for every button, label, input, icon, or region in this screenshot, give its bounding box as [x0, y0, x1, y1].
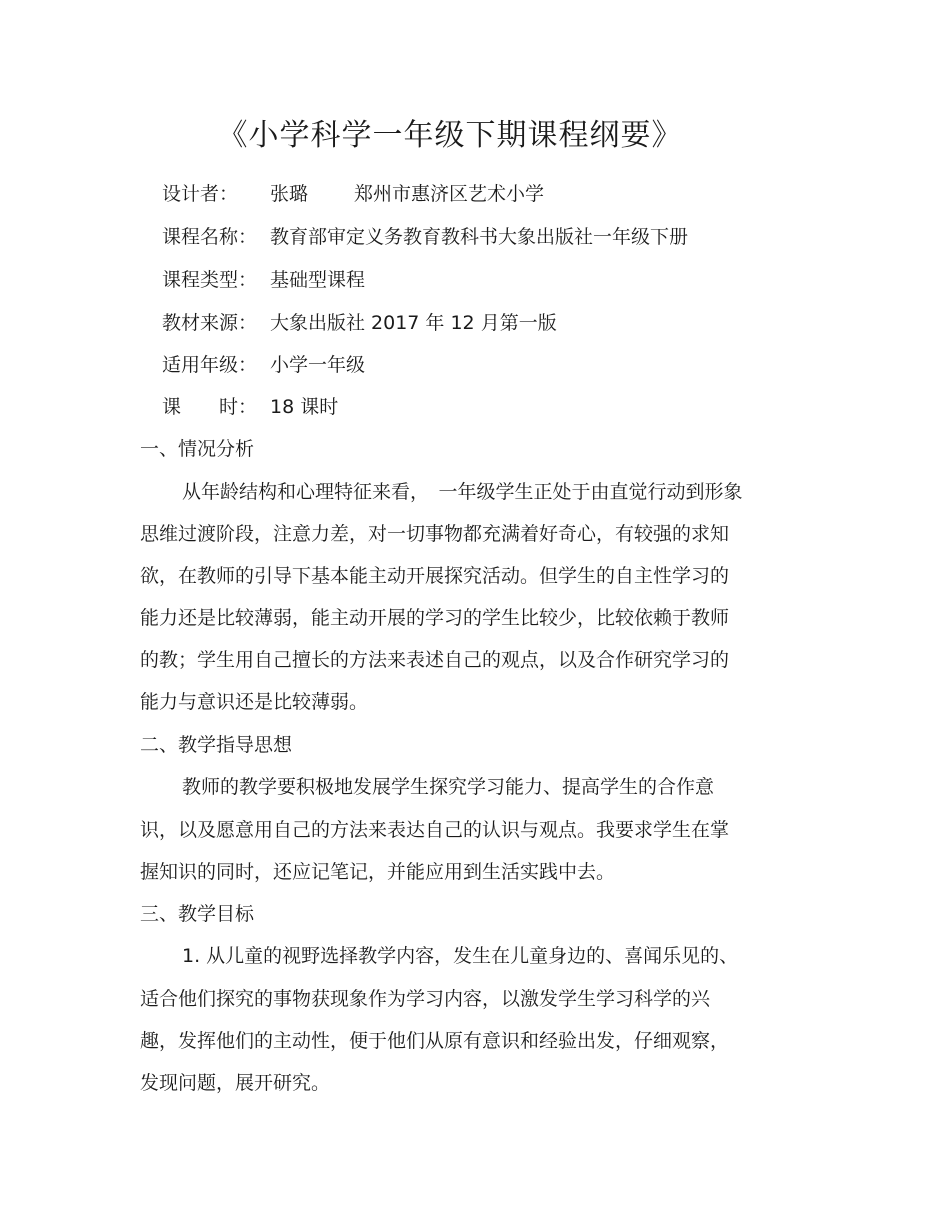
paragraph-line: 思维过渡阶段，注意力差，对一切事物都充满着好奇心，有较强的求知 — [140, 523, 730, 545]
meta-course-name: 教育部审定义务教育教科书大象出版社一年级下册 — [270, 226, 689, 248]
meta-hours-row — [162, 394, 338, 420]
meta-course-name-row — [162, 224, 688, 250]
meta-textbook-row — [162, 310, 557, 336]
meta-course-type: 基础型课程 — [270, 269, 366, 291]
meta-course-type-label: 课程类型： — [162, 269, 258, 291]
meta-grade-row — [162, 352, 365, 378]
meta-designer-row — [162, 181, 544, 207]
paragraph-line: 握知识的同时，还应记笔记，并能应用到生活实践中去。 — [140, 861, 616, 883]
paragraph-line: 能力与意识还是比较薄弱。 — [140, 691, 369, 713]
meta-course-type-row — [162, 267, 365, 293]
meta-designer-name: 张璐 — [270, 183, 309, 205]
meta-textbook: 大象出版社 2017 年 12 月第一版 — [270, 312, 557, 334]
meta-textbook-label: 教材来源： — [162, 312, 258, 334]
meta-course-name-label: 课程名称： — [162, 226, 258, 248]
paragraph-line: 识，以及愿意用自己的方法来表达自己的认识与观点。我要求学生在掌 — [140, 819, 730, 841]
paragraph-line: 欲，在教师的引导下基本能主动开展探究活动。但学生的自主性学习的 — [140, 565, 730, 587]
paragraph-line: 能力还是比较薄弱，能主动开展的学习的学生比较少，比较依赖于教师 — [140, 607, 730, 629]
paragraph-line: 发现问题，展开研究。 — [140, 1072, 331, 1094]
document-title: 《小学科学一年级下期课程纲要》 — [217, 118, 683, 153]
section-heading-goals: 三、教学目标 — [140, 903, 255, 925]
meta-designer-school: 郑州市惠济区艺术小学 — [354, 183, 545, 205]
paragraph-line: 1. 从儿童的视野选择教学内容，发生在儿童身边的、喜闻乐见的、 — [182, 945, 739, 967]
section-heading-situation: 一、情况分析 — [140, 438, 255, 460]
meta-grade-label: 适用年级： — [162, 354, 258, 376]
meta-hours-label: 课 时： — [162, 396, 258, 418]
paragraph-line: 从年龄结构和心理特征来看， 一年级学生正处于由直觉行动到形象 — [182, 481, 743, 503]
meta-designer-label: 设计者： — [162, 183, 239, 205]
paragraph-line: 教师的教学要积极地发展学生探究学习能力、提高学生的合作意 — [182, 776, 715, 798]
paragraph-line: 的教；学生用自己擅长的方法来表述自己的观点，以及合作研究学习的 — [140, 649, 730, 671]
meta-grade: 小学一年级 — [270, 354, 366, 376]
meta-hours: 18 课时 — [270, 396, 339, 418]
section-heading-guiding-ideas: 二、教学指导思想 — [140, 734, 293, 756]
paragraph-line: 适合他们探究的事物获现象作为学习内容，以激发学生学习科学的兴 — [140, 988, 711, 1010]
paragraph-line: 趣，发挥他们的主动性，便于他们从原有意识和经验出发，仔细观察， — [140, 1030, 730, 1052]
